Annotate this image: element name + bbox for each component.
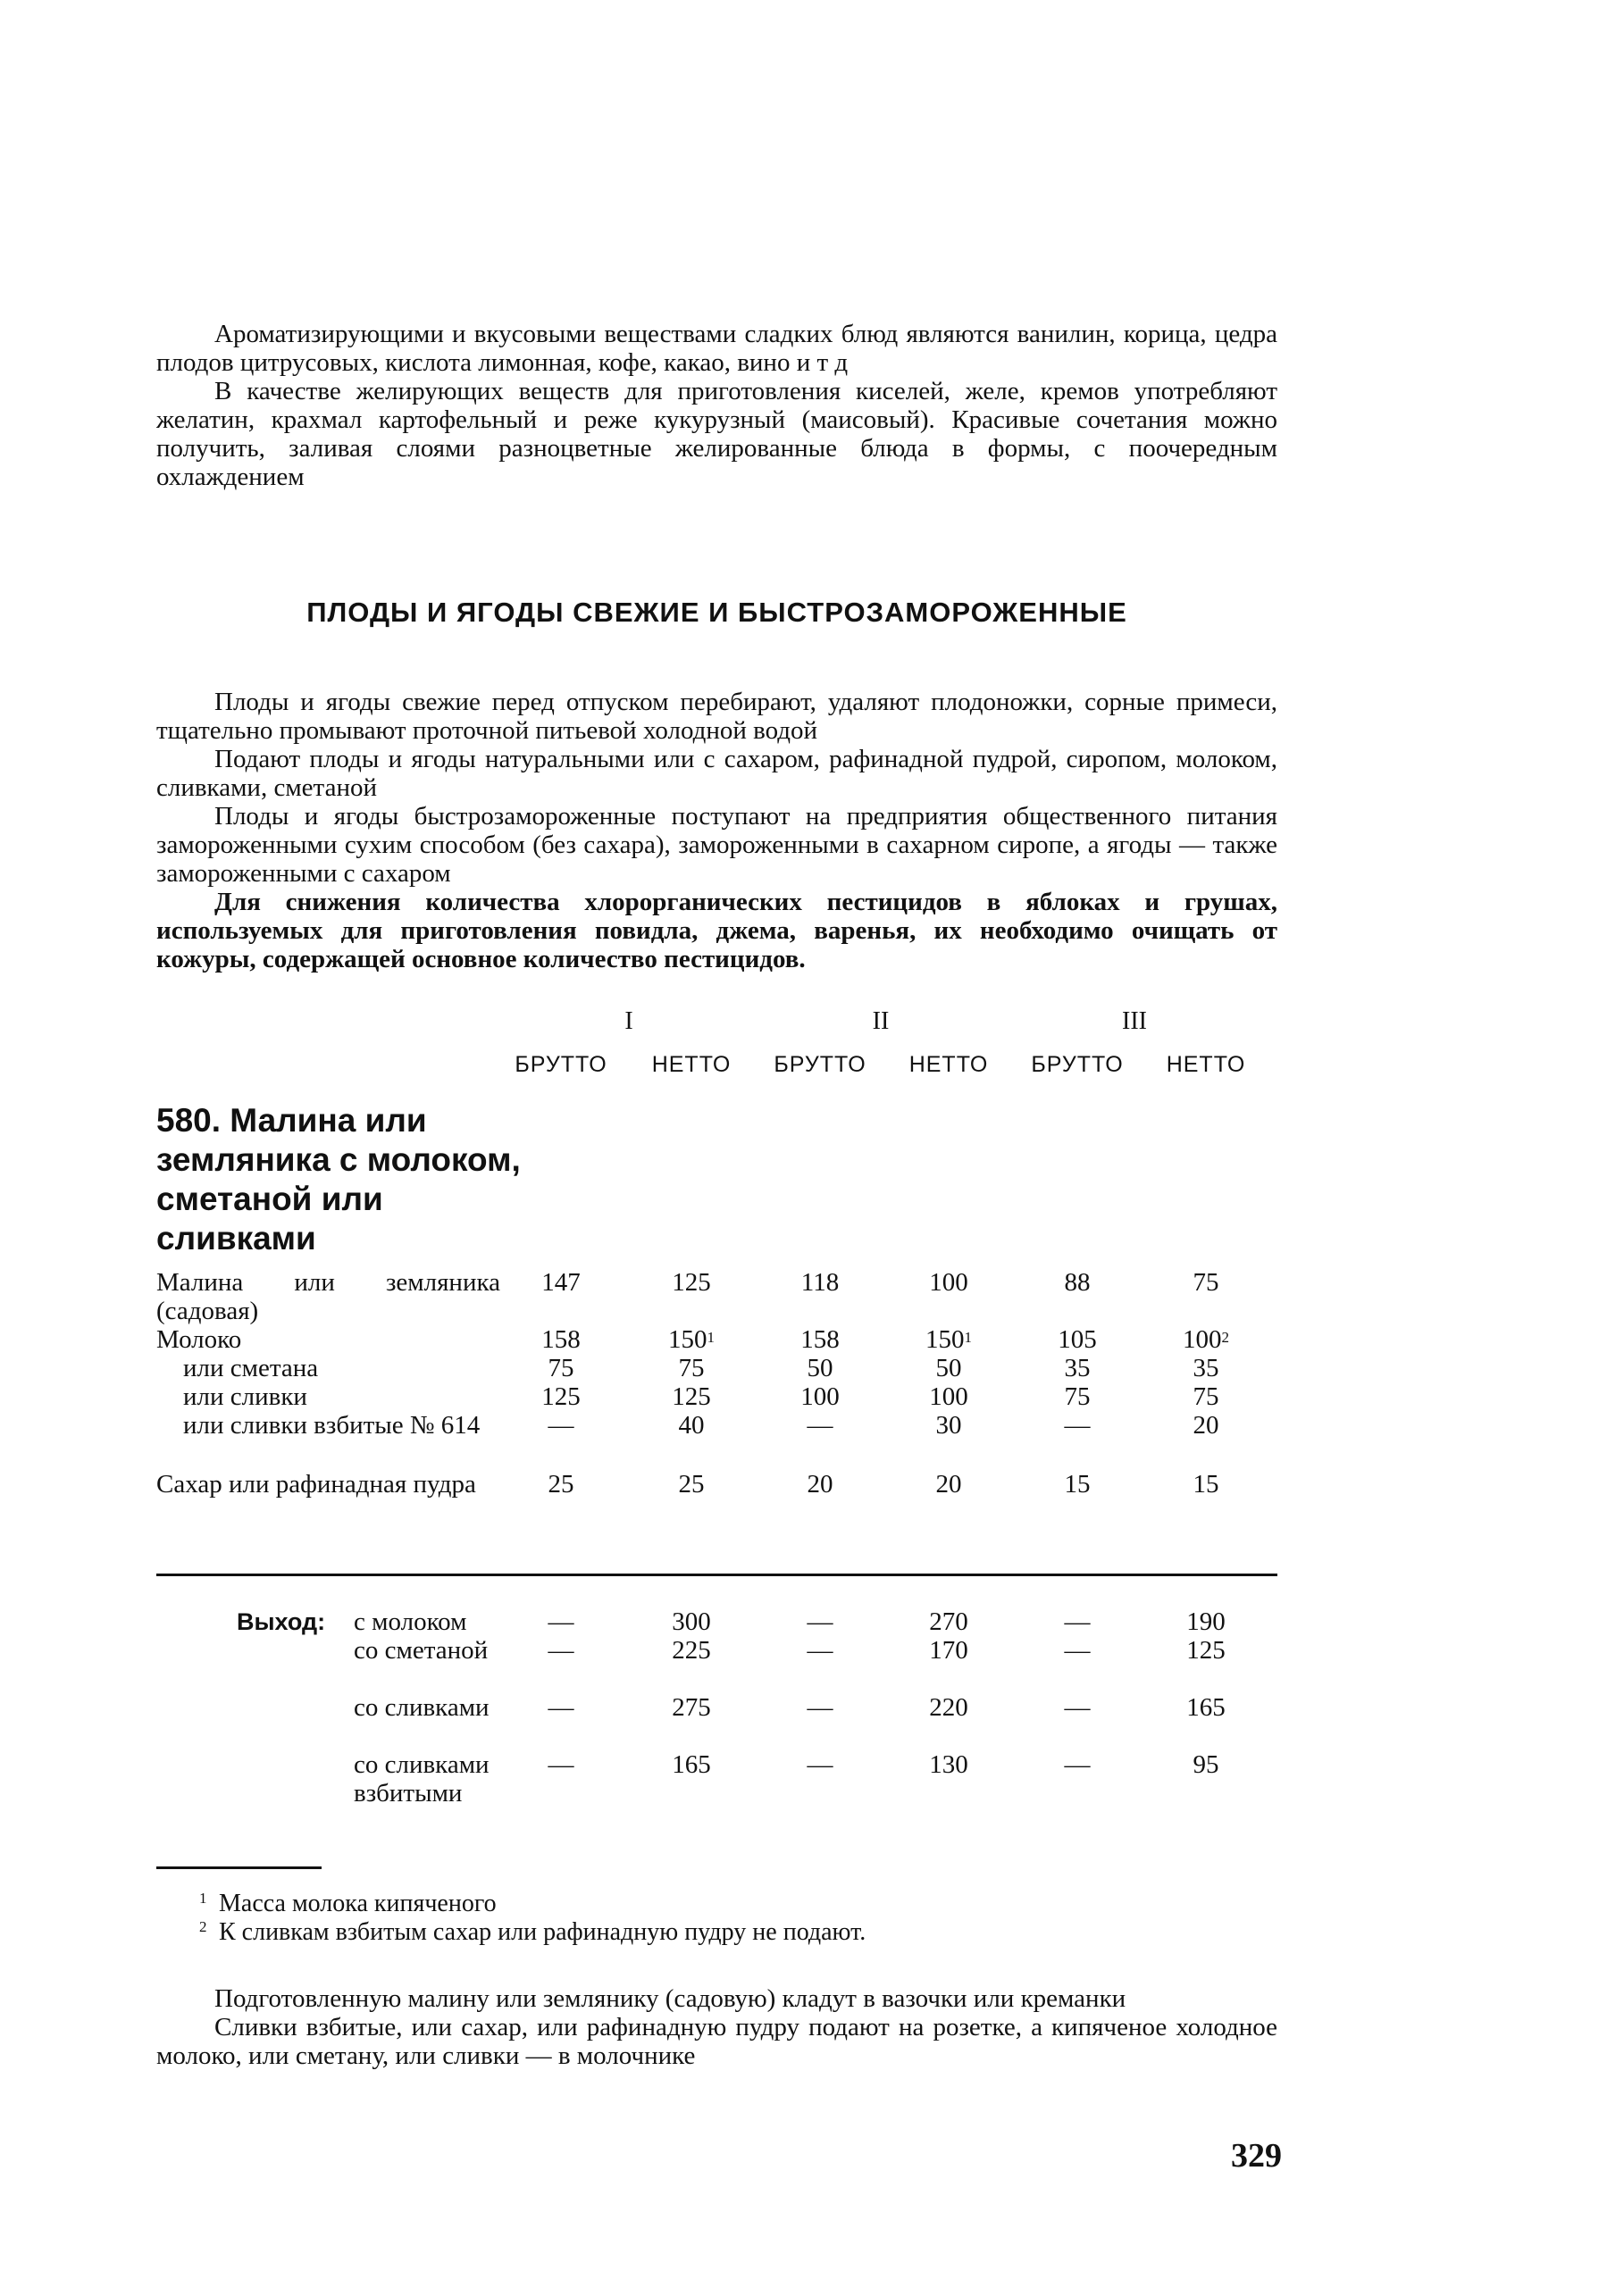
value-cell: — — [807, 1411, 833, 1440]
ingredient-label: или сливки взбитые № 614 — [183, 1411, 481, 1440]
recipe-title: 580. Малина или земляника с молоком, сметаной или сливками — [156, 1102, 521, 1257]
value-cell: 165 — [1186, 1693, 1226, 1722]
value-cell: — — [807, 1693, 833, 1722]
section-paragraph-3: Плоды и ягоды быстрозамороженные поступают на предприятия общественного питания замороженными сухим способом (без сахара), замороженными в сахарном сиропе, а ягоды — также замороженными с сахаром — [156, 802, 1277, 888]
section-text — [156, 688, 1277, 973]
value-cell: — — [548, 1750, 574, 1779]
section-paragraph-2: Подают плоды и ягоды натуральными или с сахаром, рафинадной пудрой, сиропом, молоком, сливками, сметаной — [156, 745, 1277, 802]
intro-paragraph-2: В качестве желирующих веществ для приготовления киселей, желе, кремов употребляют желатин, крахмал картофельный и реже кукурузный (маисовый). Красивые сочетания можно получить, заливая слоями разноцветные желированные блюда в формы, с поочередным охлаждением — [156, 377, 1277, 491]
value-cell: 225 — [672, 1636, 711, 1665]
value-text: 150 — [668, 1325, 707, 1354]
value-cell: 88 — [1064, 1268, 1091, 1297]
value-cell: 125 — [672, 1382, 711, 1411]
value-cell: 20 — [935, 1470, 962, 1499]
value-cell: 25 — [548, 1470, 574, 1499]
value-cell: 147 — [541, 1268, 581, 1297]
section-paragraph-4: Для снижения количества хлорорганических пестицидов в яблоках и грушах, используемых для приготовления повидла, джема, варенья, их необходимо очищать от кожуры, содержащей основное количество пестицидов. — [156, 888, 1277, 973]
section-title: ПЛОДЫ И ЯГОДЫ СВЕЖИЕ И БЫСТРОЗАМОРОЖЕННЫЕ — [306, 597, 1127, 628]
table-divider — [156, 1574, 1277, 1576]
footnote-text: К сливкам взбитым сахар или рафинадную пудру не подают. — [219, 1918, 866, 1946]
col-brutto-2: БРУТТО — [774, 1052, 866, 1077]
outro-text — [156, 1984, 1277, 2070]
value-cell: 125 — [541, 1382, 581, 1411]
value-cell: 165 — [672, 1750, 711, 1779]
value-cell — [1152, 1325, 1260, 1354]
value-cell: 118 — [800, 1268, 840, 1297]
value-cell: 35 — [1064, 1354, 1091, 1382]
col-brutto-1: БРУТТО — [515, 1052, 607, 1077]
value-cell: — — [1064, 1411, 1091, 1440]
value-cell: 50 — [935, 1354, 962, 1382]
outro-paragraph-1: Подготовленную малину или землянику (садовую) кладут в вазочки или креманки — [214, 1984, 1126, 2013]
value-cell: — — [1064, 1693, 1091, 1722]
value-cell: 15 — [1193, 1470, 1219, 1499]
yield-row-label: с молоком — [354, 1607, 467, 1636]
value-cell: 125 — [1186, 1636, 1226, 1665]
group-header-2: II — [872, 1007, 890, 1035]
value-cell: 75 — [1193, 1268, 1219, 1297]
value-cell: — — [1064, 1750, 1091, 1779]
intro-paragraph-1: Ароматизирующими и вкусовыми веществами сладких блюд являются ванилин, корица, цедра плодов цитрусовых, кислота лимонная, кофе, какао, вино и т д — [156, 320, 1277, 377]
value-cell: 75 — [548, 1354, 574, 1382]
value-cell: 125 — [672, 1268, 711, 1297]
group-header-3: III — [1122, 1007, 1147, 1035]
value-cell: 270 — [929, 1607, 968, 1636]
value-cell: 100 — [929, 1268, 968, 1297]
value-cell: 190 — [1186, 1607, 1226, 1636]
ingredient-label: Малина или земляника (садовая) — [156, 1268, 500, 1325]
yield-row-label: со сливками взбитыми — [354, 1750, 490, 1808]
value-cell: 20 — [1193, 1411, 1219, 1440]
page-number: 329 — [1231, 2137, 1282, 2175]
ingredient-label: или сметана — [183, 1354, 319, 1382]
value-cell: 158 — [541, 1325, 581, 1354]
outro-paragraph-2: Сливки взбитые, или сахар, или рафинадную пудру подают на розетке, а кипяченое холодное молоко, или сметану, или сливки — в молочнике — [156, 2013, 1277, 2070]
value-cell: 170 — [929, 1636, 968, 1665]
footnote-mark: 2 — [199, 1918, 207, 1935]
footnote-ref: 1 — [964, 1329, 972, 1346]
value-cell: 130 — [929, 1750, 968, 1779]
footnote-text: Масса молока кипяченого — [219, 1890, 497, 1917]
value-cell: — — [548, 1411, 574, 1440]
value-cell: 40 — [678, 1411, 705, 1440]
ingredient-label: Молоко — [156, 1325, 242, 1354]
group-header-1: I — [624, 1007, 633, 1035]
value-cell: 95 — [1193, 1750, 1219, 1779]
yield-row-label: со сливками — [354, 1693, 490, 1722]
intro-text — [156, 320, 1277, 491]
footnote-divider — [156, 1866, 322, 1869]
footnote-ref: 1 — [707, 1329, 715, 1346]
value-cell: 35 — [1193, 1354, 1219, 1382]
value-cell — [895, 1325, 1002, 1354]
value-cell: — — [548, 1636, 574, 1665]
value-cell: 15 — [1064, 1470, 1091, 1499]
value-cell: 220 — [929, 1693, 968, 1722]
ingredient-label: Сахар или рафинадная пудра — [156, 1470, 476, 1499]
value-cell: 75 — [678, 1354, 705, 1382]
col-brutto-3: БРУТТО — [1031, 1052, 1124, 1077]
value-cell: — — [548, 1693, 574, 1722]
value-cell: — — [1064, 1636, 1091, 1665]
value-cell: 158 — [800, 1325, 840, 1354]
value-cell: — — [807, 1636, 833, 1665]
yield-row-label: со сметаной — [354, 1636, 489, 1665]
yield-label: Выход: — [237, 1608, 326, 1635]
value-cell: 100 — [929, 1382, 968, 1411]
value-cell: 50 — [807, 1354, 833, 1382]
footnote-1 — [199, 1890, 497, 1918]
value-cell: — — [807, 1750, 833, 1779]
value-cell: 300 — [672, 1607, 711, 1636]
value-cell: 75 — [1064, 1382, 1091, 1411]
value-cell: 30 — [935, 1411, 962, 1440]
value-cell: 100 — [800, 1382, 840, 1411]
value-text: 100 — [1183, 1325, 1222, 1354]
section-paragraph-1: Плоды и ягоды свежие перед отпуском перебирают, удаляют плодоножки, сорные примеси, тщательно промывают проточной питьевой холодной водой — [156, 688, 1277, 745]
value-cell: — — [548, 1607, 574, 1636]
value-cell — [638, 1325, 745, 1354]
value-cell: — — [807, 1607, 833, 1636]
col-netto-2: НЕТТО — [908, 1052, 989, 1077]
value-cell: 105 — [1058, 1325, 1097, 1354]
col-netto-3: НЕТТО — [1166, 1052, 1246, 1077]
value-cell: 275 — [672, 1693, 711, 1722]
footnote-ref: 2 — [1221, 1329, 1229, 1346]
ingredient-label: или сливки — [183, 1382, 307, 1411]
value-cell: 25 — [678, 1470, 705, 1499]
footnote-mark: 1 — [199, 1890, 207, 1907]
value-cell: 20 — [807, 1470, 833, 1499]
footnote-2 — [199, 1918, 866, 1947]
value-cell: 75 — [1193, 1382, 1219, 1411]
value-text: 150 — [925, 1325, 965, 1354]
col-netto-1: НЕТТО — [651, 1052, 732, 1077]
value-cell: — — [1064, 1607, 1091, 1636]
